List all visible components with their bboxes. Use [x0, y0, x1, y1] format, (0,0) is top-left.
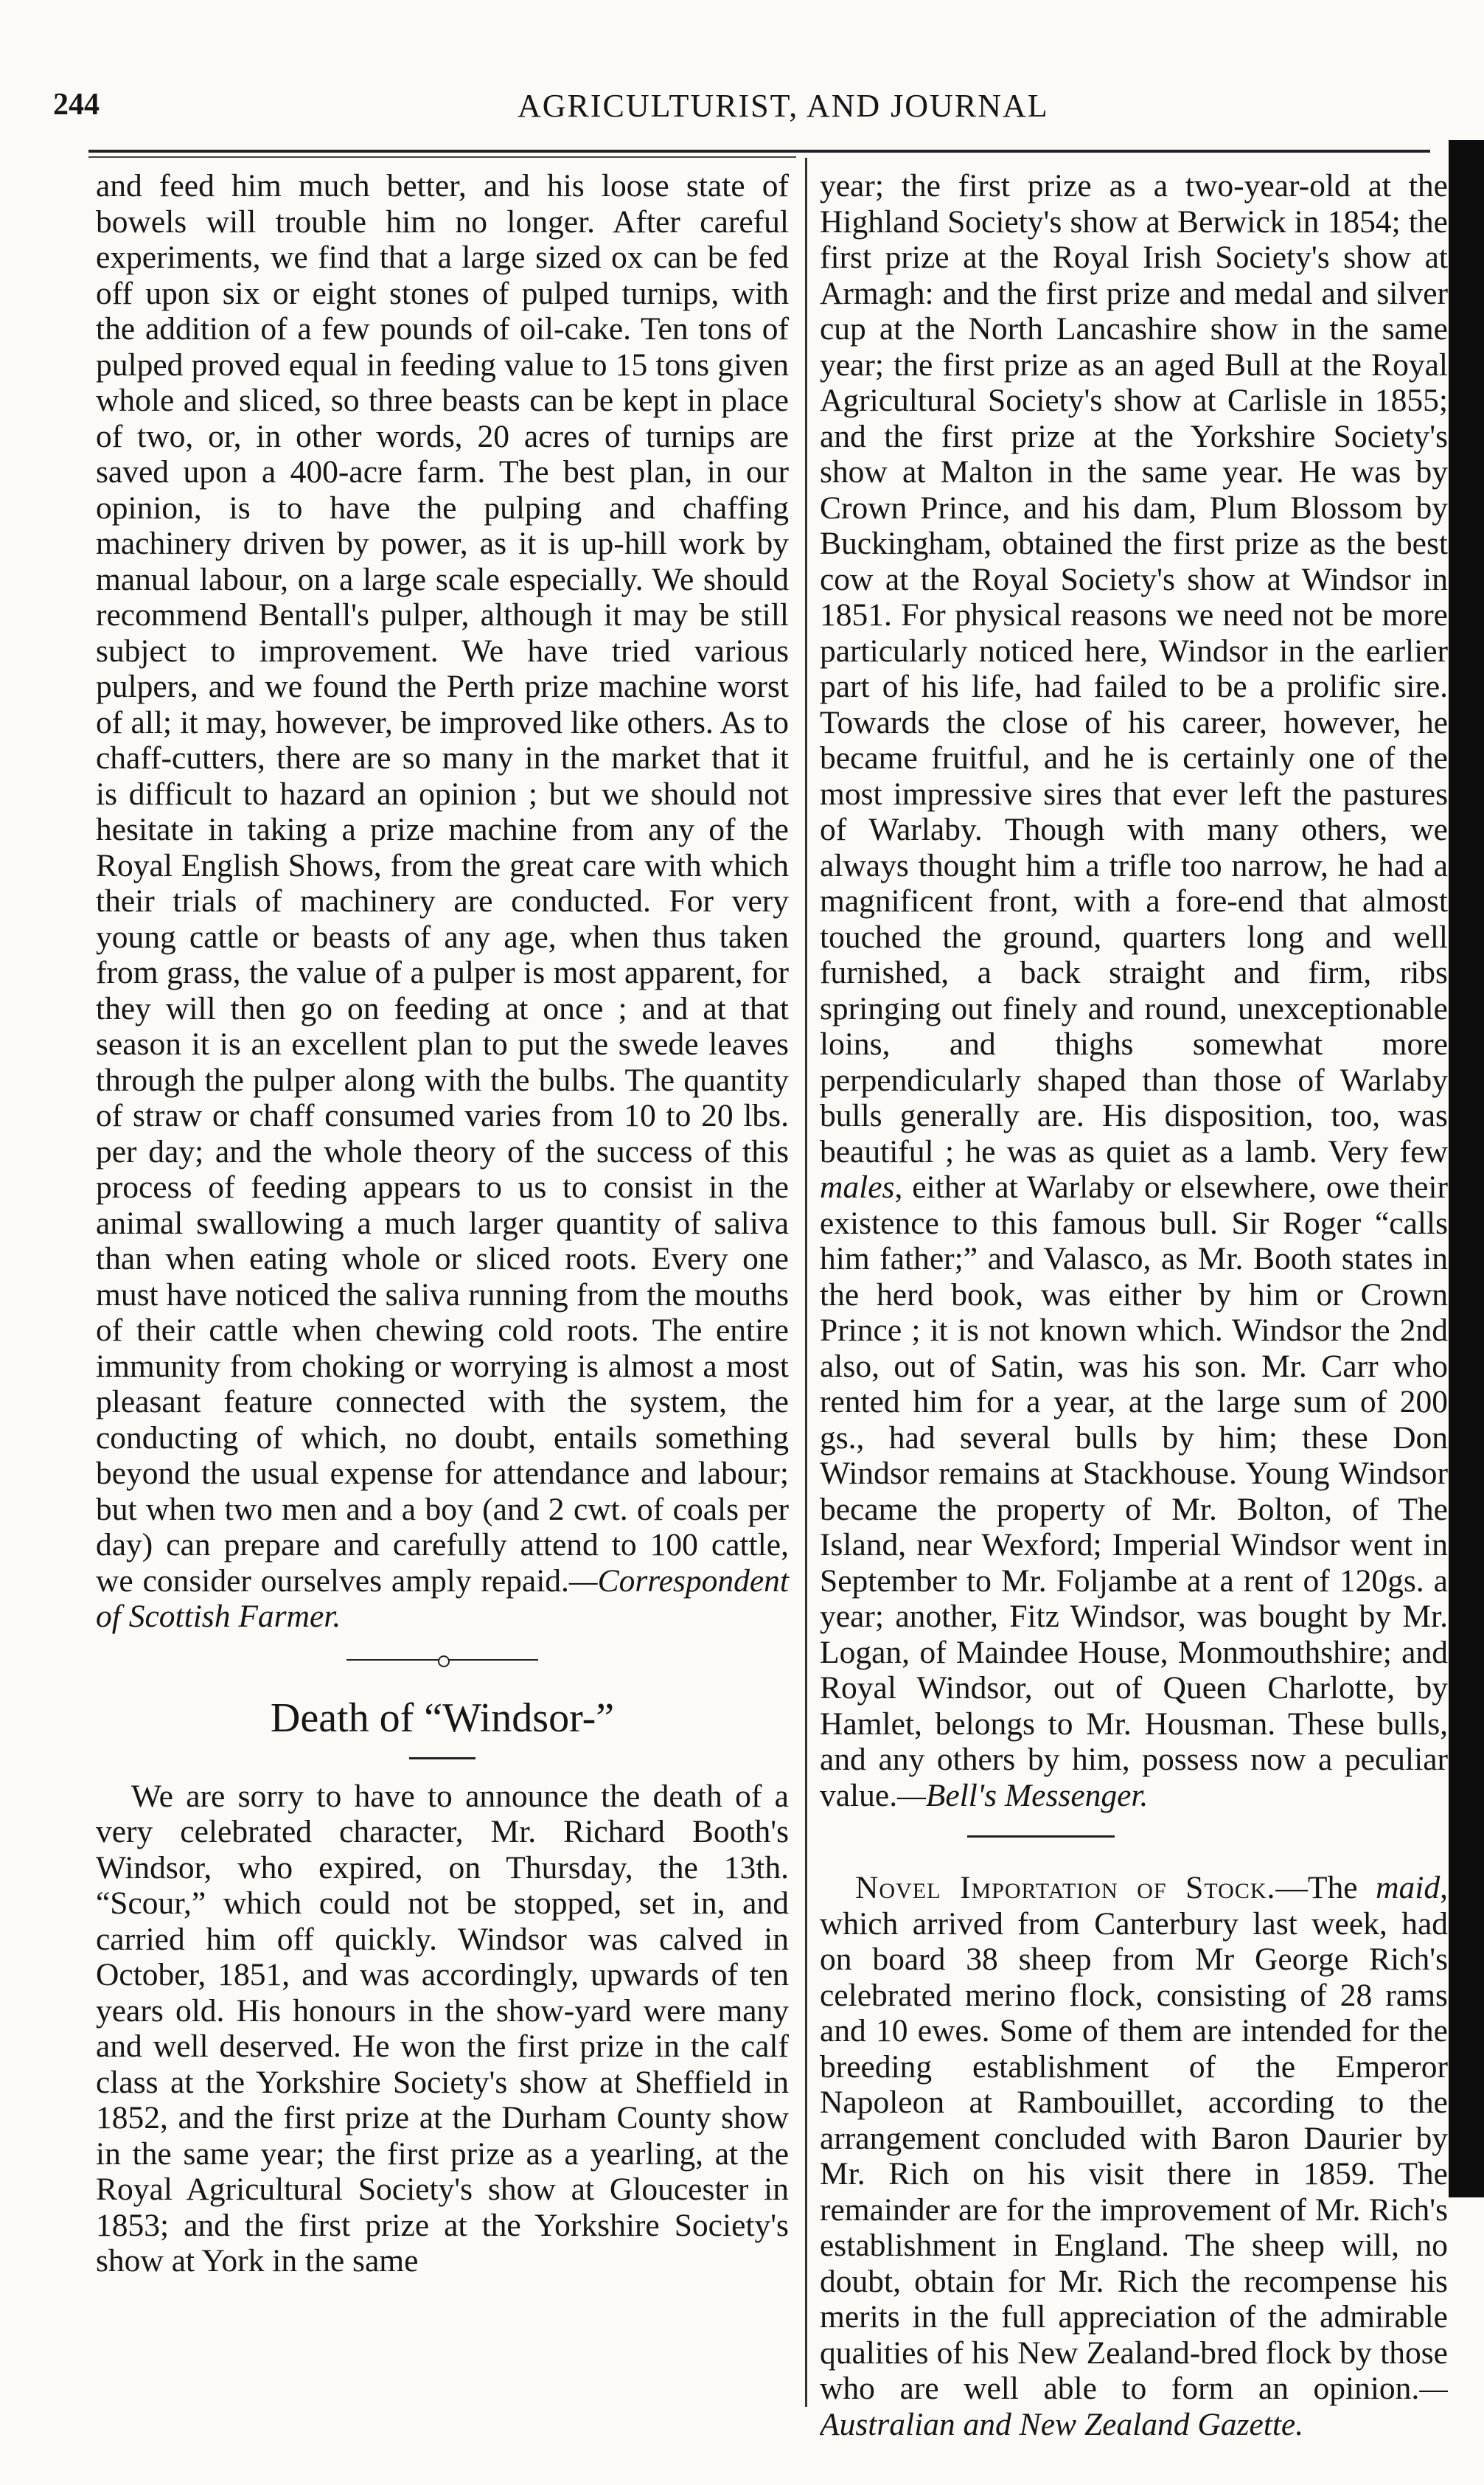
left-column — [96, 168, 789, 2279]
right-column — [820, 168, 1448, 2442]
novel-source: —Australian and New Zealand Gazette. — [820, 2371, 1448, 2442]
novel-importation-lead: Novel Importation of Stock. — [855, 1870, 1276, 1905]
article-continued-body: year; the first prize as a two-year-old at the Highland Society's show at Berwick in 1854; the first prize at the Royal Irish Society's show at Armagh: and the first prize and medal and silver cup at the North Lancashire show in the same year; the first prize as an aged Bull at the Royal Agricultural Society's show at Carlisle in 1855; and the first prize at the Yorkshire Society's show at Malton in the same year. He was by Crown Prince, and his dam, Plum Blossom by Buckingham, obtained the first prize as the best cow at the Royal Society's show at Windsor in 1851. For physical reasons we need not be more particularly noticed here, Windsor in the earlier part of his life, had failed to be a prolific sire. Towards the close of his career, however, he became fruitful, and he is certainly one of the most impressive sires that ever left the pastures of Warlaby. Though with many others, we always thought him a trifle too narrow, he had a magnificent front, with a fore-end that almost touched the ground, quarters long and well furnished, a back straight and firm, ribs springing out finely and round, unexceptionable loins, and thighs somewhat more perpendicularly shaped than those of Warlaby bulls generally are. His disposition, too, was beautiful ; he was as quiet as a lamb. Very few — [820, 168, 1448, 1169]
article-continued-text — [820, 168, 1448, 1813]
novel-importation-paragraph — [820, 1870, 1448, 2442]
page-number: 244 — [53, 88, 100, 122]
header-rule-secondary — [88, 156, 796, 158]
continued-article-source: —Correspondent of Scottish Farmer. — [96, 1563, 789, 1634]
ship-name: maid — [1376, 1870, 1441, 1905]
novel-text-1: —The — [1275, 1870, 1376, 1905]
running-title: AGRICULTURIST, AND JOURNAL — [518, 88, 1049, 124]
page-header — [46, 80, 1432, 131]
column-divider — [805, 158, 807, 2407]
section-ornament — [346, 1652, 538, 1667]
article-continued-body-2: , either at Warlaby or elsewhere, owe their existence to this famous bull. Sir Roger “calls him father;” and Valasco, as Mr. Booth states in the herd book, was either by him or Crown Prince ; it is not known which. Windsor the 2nd also, out of Satin, was his son. Mr. Carr who rented him for a year, at the large sum of 200 gs., had several bulls by him; these Don Windsor remains at Stackhouse. Young Windsor became the property of Mr. Bolton, of The Island, near Wexford; Imperial Windsor went in September to Mr. Foljambe at a rent of 120gs. a year; another, Fitz Windsor, was bought by Mr. Logan, of Maindee House, Monmouthshire; and Royal Windsor, out of Queen Charlotte, by Hamlet, belongs to Mr. Housman. These bulls, and any others by him, possess now a peculiar value. — [820, 1169, 1448, 1813]
article-emphasis-males: males — [820, 1169, 895, 1205]
novel-text-2: , which arrived from Canterbury last week, had on board 38 sheep from Mr George Rich's celebrated merino flock, consisting of 28 rams and 10 ewes. Some of them are intended for the breeding establishment of the Emperor Napoleon at Rambouillet, according to the arrangement concluded with Baron Daurier by Mr. Rich on his visit there in 1859. The remainder are for the improvement of Mr. Rich's establishment in England. The sheep will, no doubt, obtain for Mr. Rich the recompense his merits in the full appreciation of the admirable qualities of his New Zealand-bred flock by those who are well able to form an opinion. — [820, 1870, 1448, 2406]
right-section-rule — [967, 1835, 1115, 1838]
article-heading: Death of “Windsor-” — [270, 1695, 615, 1741]
article-source: —Bell's Messenger. — [897, 1777, 1149, 1813]
continued-article-body: and feed him much better, and his loose state of bowels will trouble him no longer. After careful experiments, we find that a large sized ox can be fed off upon six or eight stones of pulped turnips, with the addition of a few pounds of oil-cake. Ten tons of pulped proved equal in feeding value to 15 tons given whole and sliced, so three beasts can be kept in place of two, or, in other words, 20 acres of turnips are saved upon a 400-acre farm. The best plan, in our opinion, is to have the pulping and chaffing machinery driven by power, as it is up-hill work by manual labour, on a large scale especially. We should recommend Bentall's pulper, although it may be still subject to improvement. We have tried various pulpers, and we found the Perth prize machine worst of all; it may, however, be improved like others. As to chaff-cutters, there are so many in the market that it is difficult to hazard an opinion ; but we should not hesitate in taking a prize machine from any of the Royal English Shows, from the great care with which their trials of machinery are conducted. For very young cattle or beasts of any age, when thus taken from grass, the value of a pulper is most apparent, for they will then go on feeding at once ; and at that season it is an excellent plan to put the swede leaves through the pulper along with the bulbs. The quantity of straw or chaff consumed varies from 10 to 20 lbs. per day; and the whole theory of the success of this process of feeding appears to us to consist in the animal swallowing a much larger quantity of saliva than when eating whole or sliced roots. Every one must have noticed the saliva running from the mouths of their cattle when chewing cold roots. The entire immunity from choking or worrying is almost a most pleasant feature connected with the system, the conducting of which, no doubt, entails something beyond the usual expense for attendance and labour; but when two men and a boy (and 2 cwt. of coals per day) can prepare and carefully attend to 100 cattle, we consider ourselves amply repaid. — [96, 168, 789, 1599]
heading-rule — [409, 1757, 475, 1759]
binding-shadow — [1449, 140, 1484, 2197]
header-rule — [88, 150, 1430, 153]
article-body: We are sorry to have to announce the death of a very celebrated character, Mr. Richard Booth's Windsor, who expired, on Thursday, the 13th. “Scour,” which could not be stopped, set in, and carried him off quickly. Windsor was calved in October, 1851, and was accordingly, upwards of ten years old. His honours in the show-yard were many and well deserved. He won the first prize in the calf class at the Yorkshire Society's show at Sheffield in 1852, and the first prize at the Durham County show in the same year; the first prize as a yearling, at the Royal Agricultural Society's show at Gloucester in 1853; and the first prize at the Yorkshire Society's show at York in the same — [96, 1778, 789, 2279]
continued-article-text — [96, 168, 789, 1635]
